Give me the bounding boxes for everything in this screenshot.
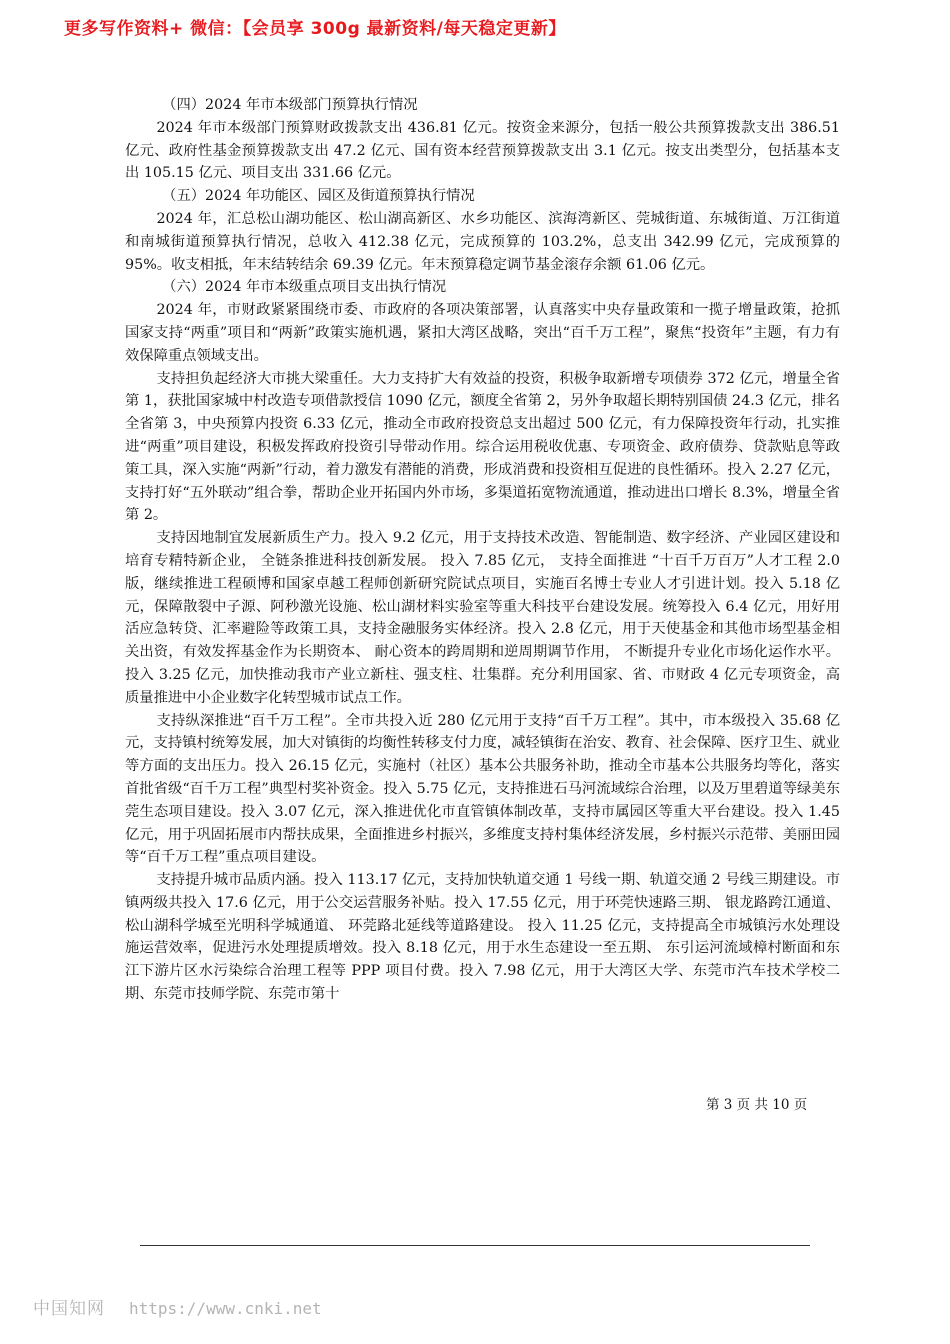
section-heading-4: （四）2024 年市本级部门预算执行情况 [162, 97, 418, 113]
body-paragraph: 2024 年市本级部门预算财政拨款支出 436.81 亿元。按资金来源分，包括一般公共预算拨款支出 386.51 亿元、政府性基金预算拨款支出 47.2 亿元、国有资本经营预算拨款支出 3.1 亿元。按支出类型分，包括基本支出 105.15 亿元、项目支出 331.66 亿元。 [125, 119, 840, 182]
body-paragraph: 支持担负起经济大市挑大梁重任。大力支持扩大有效益的投资，积极争取新增专项债券 372 亿元，增量全省第 1，获批国家城中村改造专项借款授信 1090 亿元，额度全省第 2，另外争取超长期特别国债 24.3 亿元，排名全省第 3，中央预算内投资 6.33 亿元，推动全市政府投资总支出超过 500 亿元，有力保障投资年行动，扎实推进“两重”项目建设，积极发挥政府投资引导带动作用。综合运用税收优惠、专项资金、政府债券、贷款贴息等政策工具，深入实施“两新”行动，着力激发有潜能的消费，形成消费和投资相互促进的良性循环。投入 2.27 亿元，支持打好“五外联动”组合拳，帮助企业开拓国内外市场，多渠道拓宽物流通道，推动进出口增长 8.3%，增量全省第 2。 [125, 370, 840, 524]
page-number: 第 3 页 共 10 页 [706, 1097, 808, 1113]
watermark-site-name: 中国知网 [33, 1299, 105, 1319]
document-body [125, 94, 840, 1006]
promo-banner: 更多写作资料+ 微信：【会员享 300g 最新资料/每天稳定更新】 [64, 19, 566, 39]
body-paragraph: 2024 年，市财政紧紧围绕市委、市政府的各项决策部署，认真落实中央存量政策和一揽子增量政策，抢抓国家支持“两重”项目和“两新”政策实施机遇，紧扣大湾区战略，突出“百千万工程”，聚焦“投资年”主题，有力有效保障重点领域支出。 [125, 302, 840, 364]
watermark-url[interactable]: https://www.cnki.net [129, 1299, 322, 1318]
footer-divider [140, 1245, 810, 1246]
section-heading-5: （五）2024 年功能区、园区及街道预算执行情况 [162, 188, 475, 205]
cnki-watermark [33, 1294, 322, 1319]
section-heading-6: （六）2024 年市本级重点项目支出执行情况 [162, 279, 447, 296]
body-paragraph: 2024 年，汇总松山湖功能区、松山湖高新区、水乡功能区、滨海湾新区、莞城街道、东城街道、万江街道和南城街道预算执行情况，总收入 412.38 亿元，完成预算的 103.2%，总支出 342.99 亿元，完成预算的 95%。收支相抵，年末结转结余 69.39 亿元。年末预算稳定调节基金滚存余额 61.06 亿元。 [125, 210, 840, 273]
body-paragraph: 支持因地制宜发展新质生产力。投入 9.2 亿元，用于支持技术改造、智能制造、数字经济、产业园区建设和培育专精特新企业， 全链条推进科技创新发展。 投入 7.85 亿元， 支持全面推进 “十百千万百万”人才工程 2.0 版，继续推进工程硕博和国家卓越工程师创新研究院试点项目，实施百名博士专业人才引进计划。投入 5.18 亿元，保障散裂中子源、阿秒激光设施、松山湖材料实验室等重大科技平台建设发展。统筹投入 6.4 亿元，用好用活应急转贷、汇率避险等政策工具，支持金融服务实体经济。投入 2.8 亿元，用于天使基金和其他市场型基金相关出资，有效发挥基金作为长期资本、 耐心资本的跨周期和逆周期调节作用， 不断提升专业化市场化运作水平。 投入 3.25 亿元，加快推动我市产业立新柱、强支柱、壮集群。充分利用国家、省、市财政 4 亿元专项资金，高质量推进中小企业数字化转型城市试点工作。 [125, 530, 840, 706]
body-paragraph: 支持纵深推进“百千万工程”。全市共投入近 280 亿元用于支持“百千万工程”。其中，市本级投入 35.68 亿元，支持镇村统筹发展，加大对镇街的均衡性转移支付力度，减轻镇街在治安、教育、社会保障、医疗卫生、就业等方面的支出压力。投入 26.15 亿元，实施村（社区）基本公共服务补助，推动全市基本公共服务均等化，落实首批省级“百千万工程”典型村奖补资金。投入 5.75 亿元，支持推进石马河流域综合治理，以及万里碧道等绿美东莞生态项目建设。投入 3.07 亿元，深入推进优化市直管镇体制改革，支持市属园区等重大平台建设。投入 1.45 亿元，用于巩固拓展市内帮扶成果，全面推进乡村振兴，多维度支持村集体经济发展，乡村振兴示范带、美丽田园等“百千万工程”重点项目建设。 [125, 712, 840, 866]
body-paragraph: 支持提升城市品质内涵。投入 113.17 亿元，支持加快轨道交通 1 号线一期、轨道交通 2 号线三期建设。市镇两级共投入 17.6 亿元，用于公交运营服务补贴。投入 17.55 亿元，用于环莞快速路三期、 银龙路跨江通道、 松山湖科学城至光明科学城通道、 环莞路北延线等道路建设。 投入 11.25 亿元，支持提高全市城镇污水处理设施运营效率，促进污水处理提质增效。投入 8.18 亿元，用于水生态建设一至五期、 东引运河流域樟村断面和东江下游片区水污染综合治理工程等 PPP 项目付费。投入 7.98 亿元，用于大湾区大学、东莞市汽车技术学校二期、东莞市技师学院、东莞市第十 [125, 872, 840, 1003]
